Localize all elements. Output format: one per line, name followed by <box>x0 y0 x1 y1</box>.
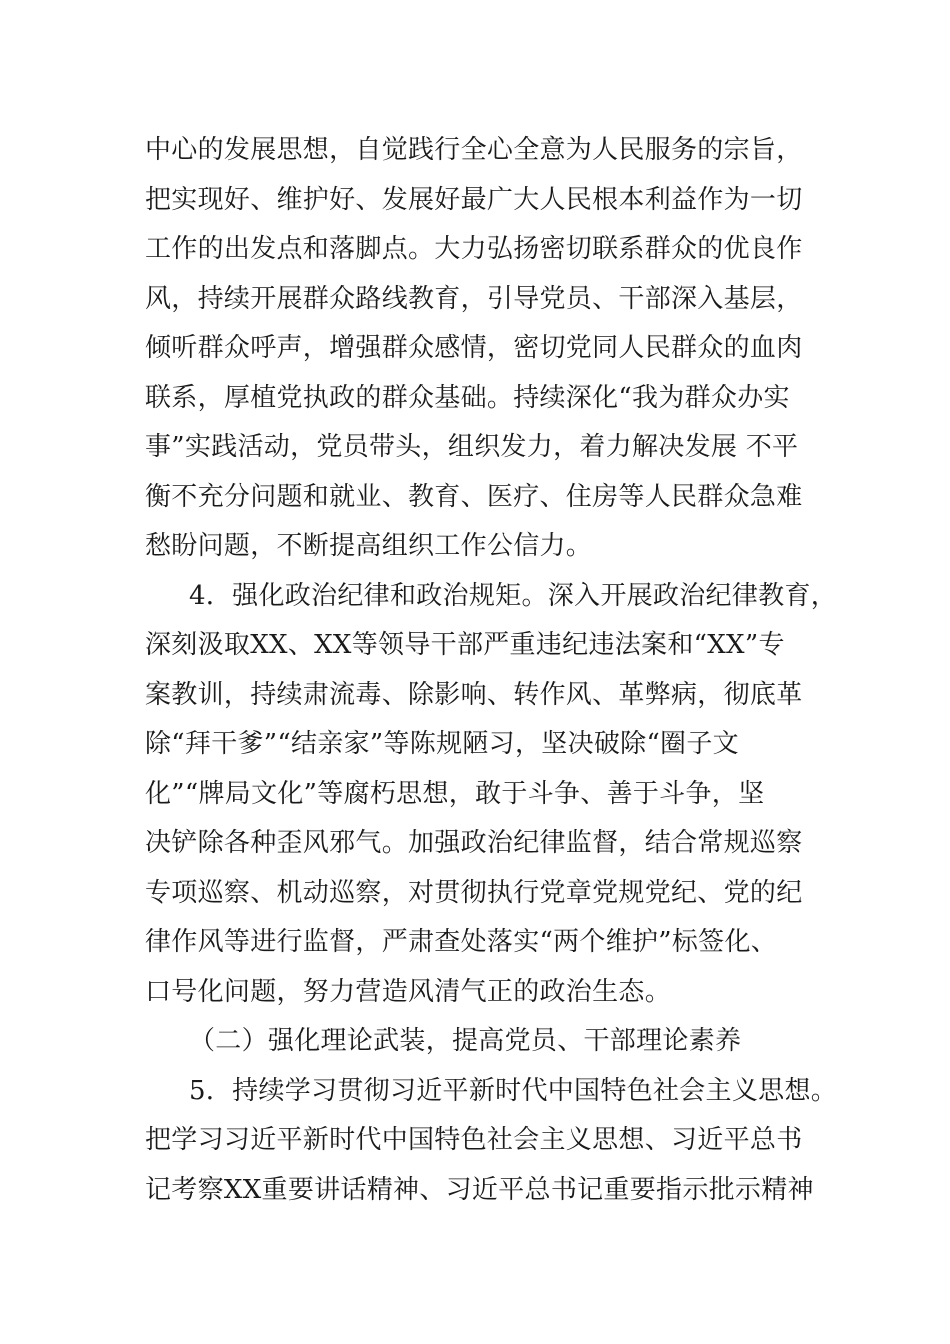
text-line: 专项巡察、机动巡察，对贯彻执行党章党规党纪、党的纪 <box>145 877 803 908</box>
text-line: 愁盼问题，不断提高组织工作公信力。 <box>145 531 593 561</box>
text-line: 工作的出发点和落脚点。大力弘扬密切联系群众的优良作 <box>145 234 803 264</box>
text-line: 深刻汲取XX、XX等领导干部严重违纪违法案和“XX”专 <box>145 630 785 660</box>
text-line: 衡不充分问题和就业、教育、医疗、住房等人民群众急难 <box>145 481 803 512</box>
text-line: 案教训，持续肃流毒、除影响、转作风、革弊病，彻底革 <box>145 679 803 710</box>
text-line: 化”“牌局文化”等腐朽思想，敢于斗争、善于斗争，坚 <box>145 778 765 809</box>
text-line: 联系，厚植党执政的群众基础。持续深化“我为群众办实 <box>145 382 790 413</box>
text-line: 事”实践活动，党员带头，组织发力，着力解决发展 不平 <box>145 432 799 462</box>
text-line: 风，持续开展群众路线教育，引导党员、干部深入基层， <box>145 283 803 314</box>
text-line: 把实现好、维护好、发展好最广大人民根本利益作为一切 <box>145 184 803 215</box>
section-heading-5: 5．持续学习贯彻习近平新时代中国特色社会主义思想。 <box>189 1075 838 1106</box>
text-line: 律作风等进行监督，严肃查处落实“两个维护”标签化、 <box>145 927 778 957</box>
text-line: 除“拜干爹”“结亲家”等陈规陋习，坚决破除“圈子文 <box>145 729 739 759</box>
text-line: 把学习习近平新时代中国特色社会主义思想、习近平总书 <box>145 1125 803 1155</box>
text-line: 倾听群众呼声，增强群众感情，密切党同人民群众的血肉 <box>145 333 803 363</box>
text-line: 口号化问题，努力营造风清气正的政治生态。 <box>145 976 672 1007</box>
section-heading-4: 4．强化政治纪律和政治规矩。深入开展政治纪律教育， <box>189 580 838 611</box>
text-line: 记考察XX重要讲话精神、习近平总书记重要指示批示精神 <box>145 1174 814 1205</box>
text-line: 决铲除各种歪风邪气。加强政治纪律监督，结合常规巡察 <box>145 828 803 858</box>
text-line: 中心的发展思想，自觉践行全心全意为人民服务的宗旨， <box>145 135 803 165</box>
subsection-heading-2: （二）强化理论武装，提高党员、干部理论素养 <box>189 1026 742 1056</box>
document-body <box>145 126 838 1215</box>
